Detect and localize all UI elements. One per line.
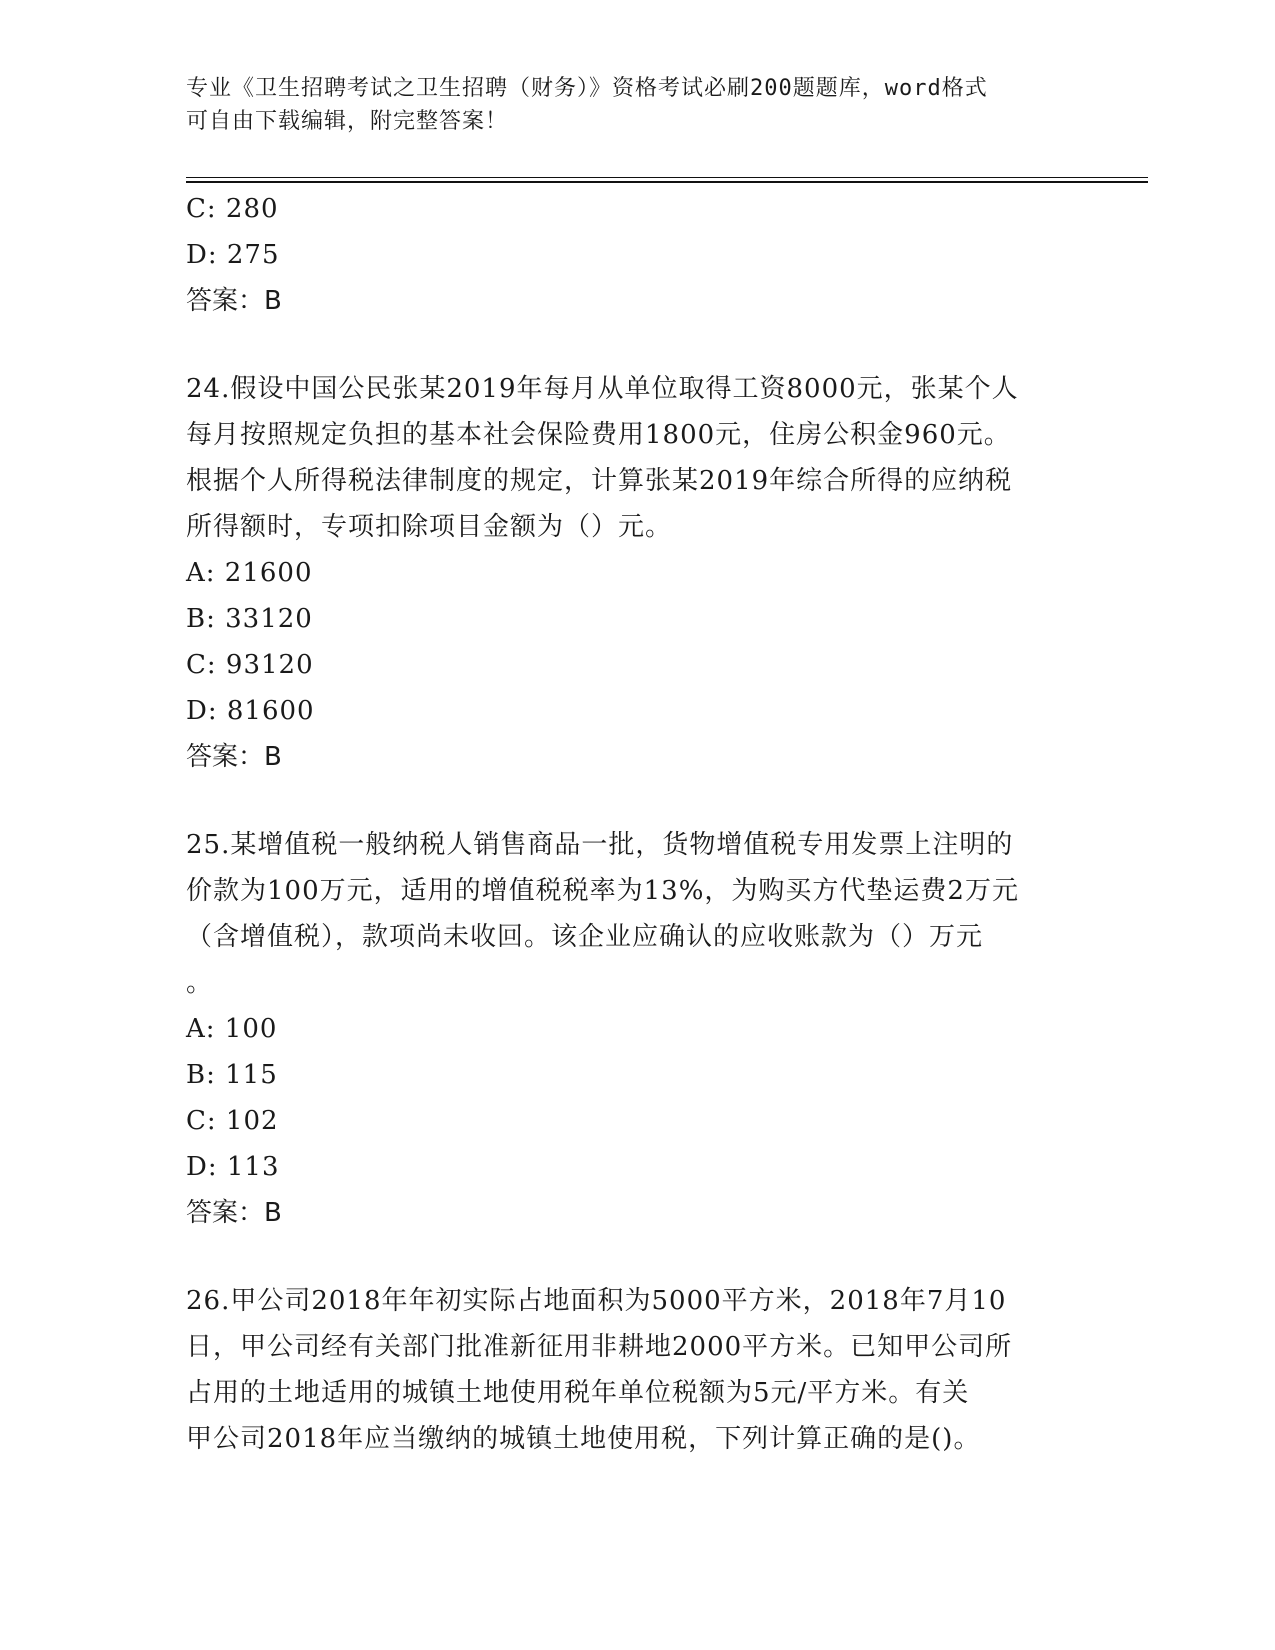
question-24 xyxy=(186,366,1096,780)
header-rule-thin xyxy=(186,177,1148,178)
option-d: D: 81600 xyxy=(186,696,315,726)
question-line: 26.甲公司2018年年初实际占地面积为5000平方米，2018年7月10 xyxy=(186,1286,1007,1316)
question-line: 24.假设中国公民张某2019年每月从单位取得工资8000元，张某个人 xyxy=(186,374,1019,404)
question-line: （含增值税），款项尚未收回。该企业应确认的应收账款为（）万元 xyxy=(186,922,984,952)
question-text xyxy=(186,822,1096,1006)
question-line: 25.某增值税一般纳税人销售商品一批，货物增值税专用发票上注明的 xyxy=(186,830,1014,860)
header-rule-thick xyxy=(186,181,1148,183)
header-line-2: 可自由下载编辑，附完整答案！ xyxy=(186,109,509,134)
option-a: A: 100 xyxy=(186,1014,278,1044)
option-d: D: 275 xyxy=(186,240,280,270)
document-header xyxy=(186,72,1066,138)
question-26 xyxy=(186,1278,1096,1462)
question-line: 每月按照规定负担的基本社会保险费用1800元，住房公积金960元。 xyxy=(186,420,1011,450)
question-line: 根据个人所得税法律制度的规定，计算张某2019年综合所得的应纳税 xyxy=(186,466,1013,496)
answer-label: 答案：B xyxy=(186,286,282,316)
option-d: D: 113 xyxy=(186,1152,280,1182)
question-line: 日，甲公司经有关部门批准新征用非耕地2000平方米。已知甲公司所 xyxy=(186,1332,1013,1362)
question-text xyxy=(186,1278,1096,1462)
option-b: B: 33120 xyxy=(186,604,313,634)
document-body xyxy=(186,186,1096,1462)
question-line: 价款为100万元，适用的增值税税率为13%，为购买方代垫运费2万元 xyxy=(186,876,1019,906)
question-25 xyxy=(186,822,1096,1236)
question-line: 占用的土地适用的城镇土地使用税年单位税额为5元/平方米。有关 xyxy=(186,1378,970,1408)
option-b: B: 115 xyxy=(186,1060,278,1090)
option-c: C: 102 xyxy=(186,1106,279,1136)
header-line-1: 专业《卫生招聘考试之卫生招聘（财务）》资格考试必刷200题题库，word格式 xyxy=(186,76,988,101)
option-c: C: 280 xyxy=(186,194,279,224)
question-line: 所得额时，专项扣除项目金额为（）元。 xyxy=(186,512,673,542)
answer-label: 答案：B xyxy=(186,1198,282,1228)
question-line: 甲公司2018年应当缴纳的城镇土地使用税，下列计算正确的是()。 xyxy=(186,1424,981,1454)
answer-label: 答案：B xyxy=(186,742,282,772)
option-c: C: 93120 xyxy=(186,650,314,680)
question-line: 。 xyxy=(186,968,214,998)
question-23-tail xyxy=(186,186,1096,324)
question-text xyxy=(186,366,1096,550)
option-a: A: 21600 xyxy=(186,558,313,588)
